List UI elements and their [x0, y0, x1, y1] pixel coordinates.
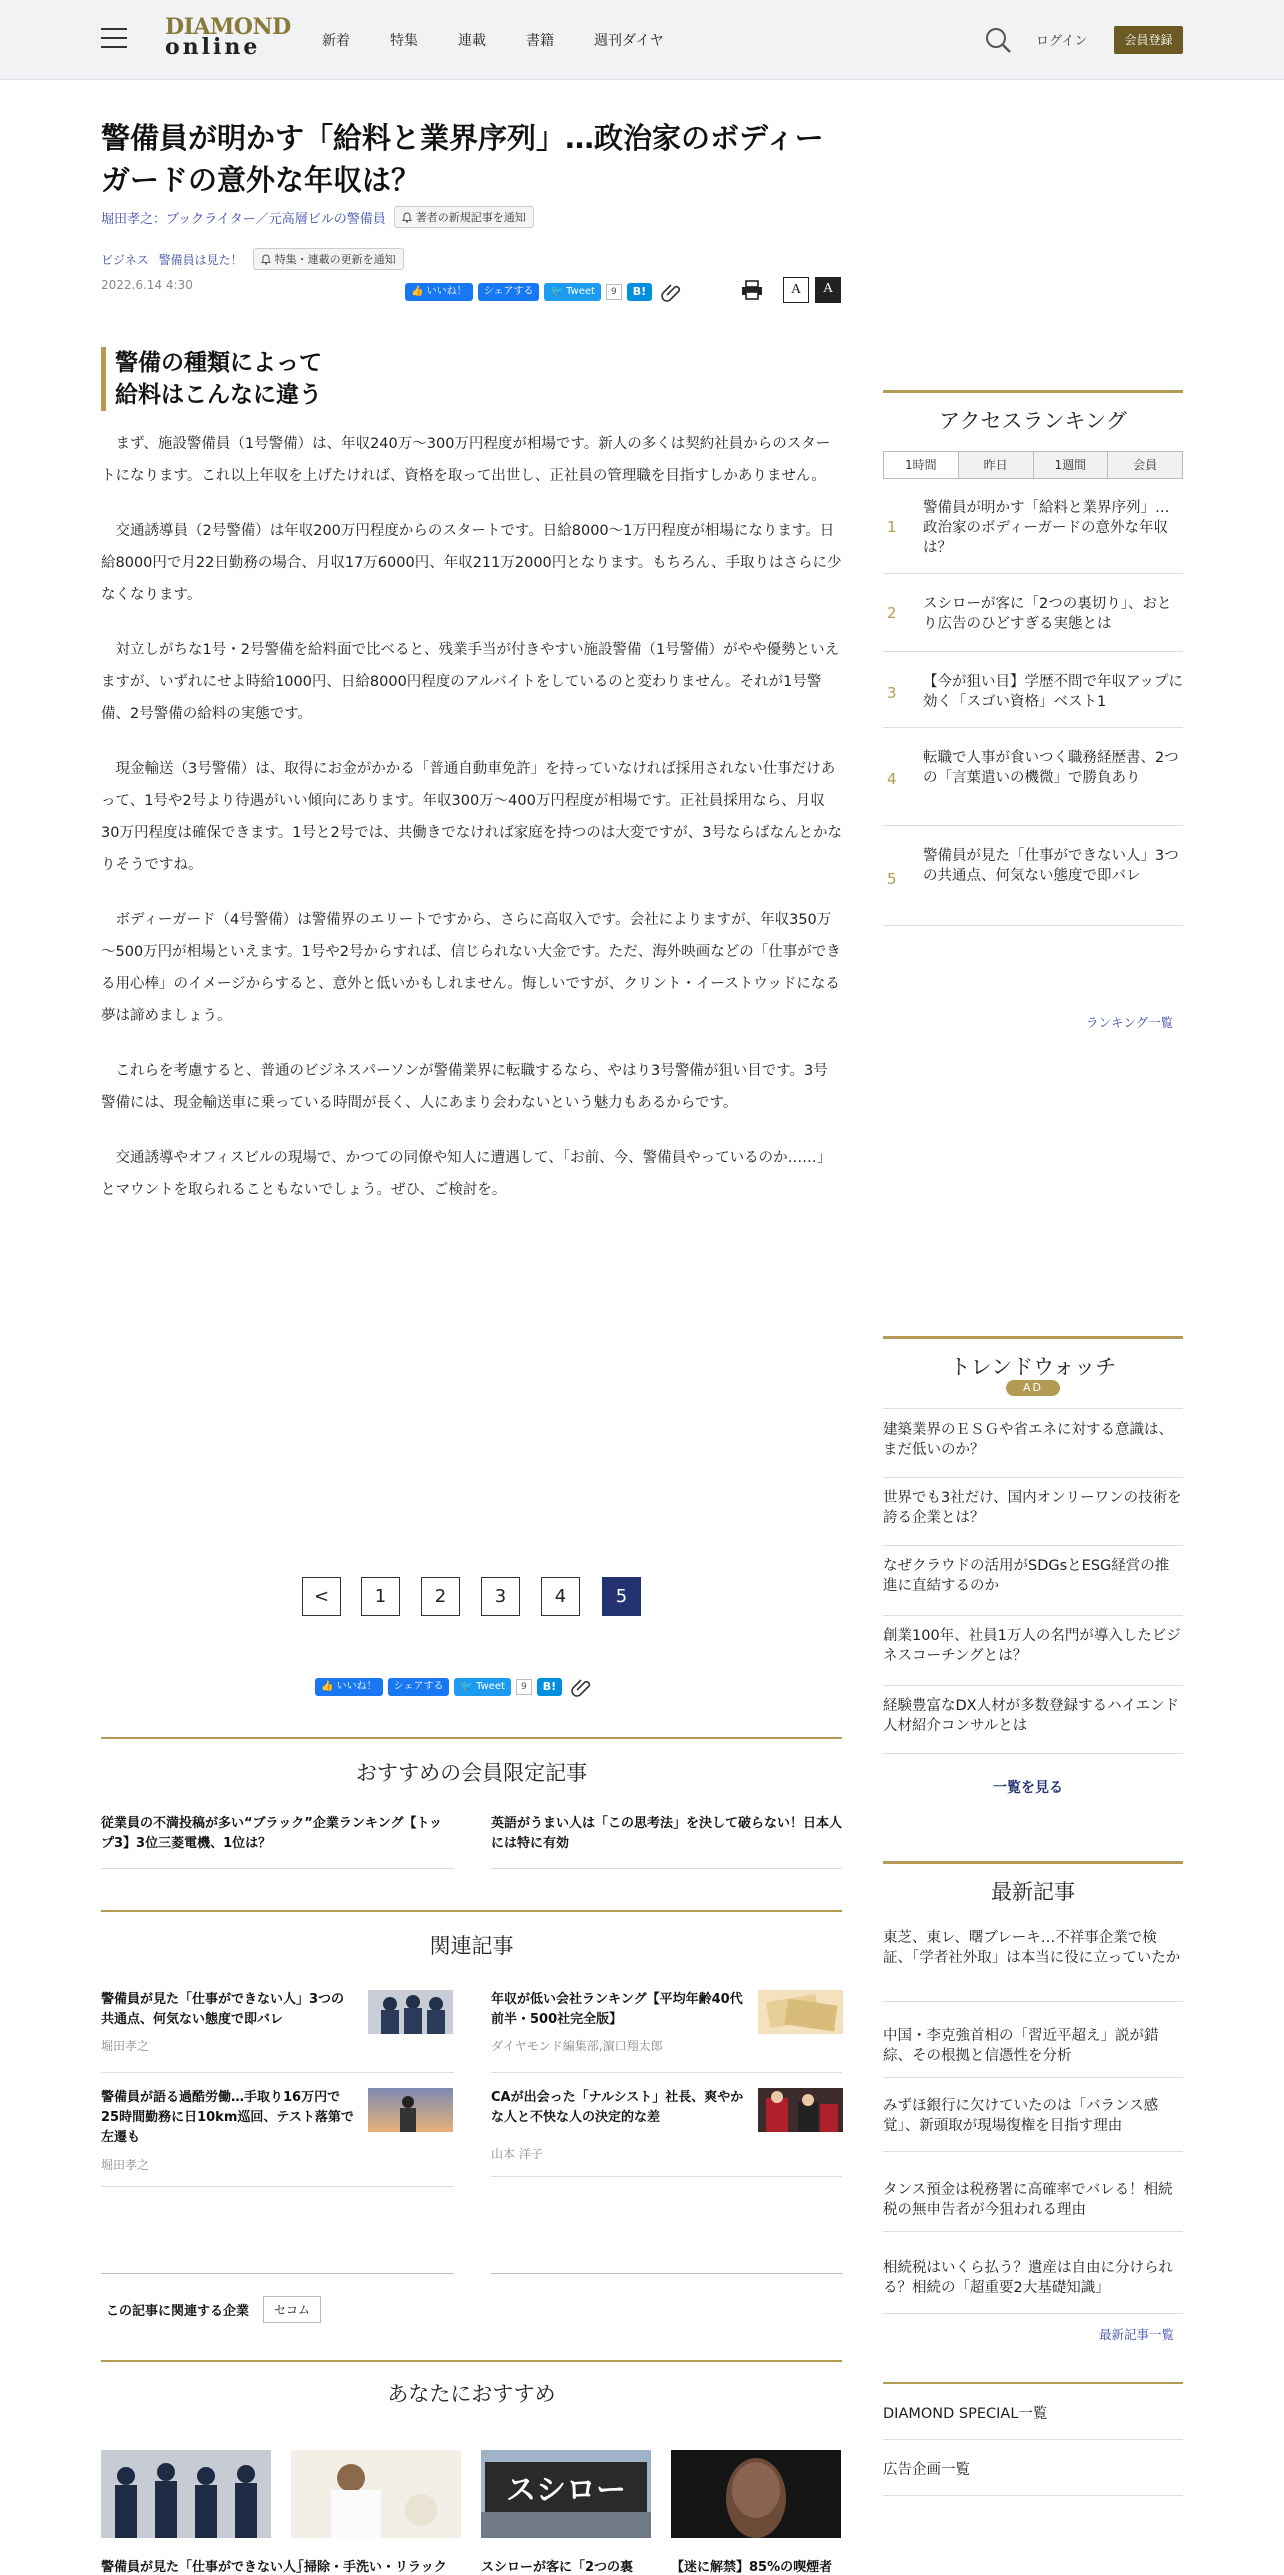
author-notify-button[interactable] [394, 206, 534, 228]
facebook-like-button[interactable]: 👍 いいね！ [315, 1678, 383, 1696]
trend-item[interactable]: 創業100年、社員1万人の名門が導入したビジネスコーチングとは？ [883, 1626, 1183, 1686]
related-article-thumbnail [758, 2088, 843, 2132]
article-paragraph: 現金輸送（3号警備）は、取得にお金がかかる「普通自動車免許」を持っていなければ採用されない仕事だけあって、1号や2号より待遇がいい傾向にあります。年収300万～400万円程度が相場です。正社員採用なら、月収30万円程度は確保できます。1号と2号では、共働きでなければ家庭を持つのは大変ですが、3号ならばなんとかなりそうですね。 [101, 761, 842, 873]
recommend-thumbnail[interactable] [291, 2450, 461, 2538]
ranking-number: 2 [887, 604, 897, 622]
tweet-button[interactable]: 🐦 Tweet [544, 283, 601, 301]
ranking-item[interactable] [883, 826, 1183, 926]
recommend-title[interactable]: 「掃除・手洗い・リラック [291, 2560, 447, 2575]
ranking-title: 【今が狙い目】学歴不問で年収アップに効く「スゴい資格」ベスト1 [923, 674, 1183, 710]
divider [491, 2072, 842, 2073]
series-link[interactable]: 警備員は見た！ [158, 252, 243, 267]
ranking-item[interactable] [883, 486, 1183, 574]
nav-item-feature[interactable]: 特集 [390, 33, 418, 49]
article-paragraph: 対立しがちな1号・2号警備を給料面で比べると、残業手当が付きやすい施設警備（1号警備）がやや優勢といえますが、いずれにせよ時給1000円、日給8000円程度のアルバイトをしているのと変わりません。それが1号警備、2号警備の給料の実態です。 [101, 642, 840, 722]
ranking-number: 5 [887, 870, 897, 888]
clip-icon[interactable] [657, 282, 687, 302]
latest-article-link[interactable]: みずほ銀行に欠けていたのは「バランス感覚」、新頭取が現場復権を目指す理由 [883, 2096, 1183, 2152]
ranking-title: 警備員が見た「仕事ができない人」3つの共通点、何気ない態度で即バレ [923, 848, 1179, 884]
article-paragraph: 交通誘導員（2号警備）は年収200万円程度からのスタートです。日給8000～1万円程度が相場になります。日給8000円で月22日勤務の場合、月収17万6000円、年収211万2000円となります。もちろん、手取りはさらに少なくなります。 [101, 523, 842, 603]
article-paragraph: 交通誘導やオフィスビルの現場で、かつての同僚や知人に遭遇して、「お前、今、警備員やっているのか……」とマウントを取られることもないでしょう。ぜひ、ご検討を。 [101, 1150, 832, 1198]
trend-item[interactable]: 経験豊富なDX人材が多数登録するハイエンド人材紹介コンサルとは [883, 1696, 1183, 1754]
related-article-card[interactable] [101, 2088, 453, 2178]
ranking-title: スシローが客に「2つの裏切り」、おとり広告のひどすぎる実態とは [923, 596, 1172, 632]
related-company-row [106, 2296, 321, 2323]
tab-yesterday[interactable]: 昨日 [959, 452, 1034, 478]
related-company-label: この記事に関連する企業 [106, 2304, 250, 2319]
facebook-like-button[interactable]: 👍 いいね！ [405, 283, 473, 301]
tab-1-week[interactable]: 1週間 [1034, 452, 1109, 478]
latest-article-link[interactable]: 相続税はいくら払う？遺産は自由に分けられる？相続の「超重要2大基礎知識」 [883, 2258, 1183, 2314]
diamond-special-link[interactable]: DIAMOND SPECIAL一覧 [883, 2402, 1183, 2440]
pagination-page-3[interactable]: 3 [481, 1577, 520, 1616]
recommend-thumbnail[interactable] [481, 2450, 651, 2538]
share-bar-bottom [315, 1677, 597, 1697]
related-articles-heading: 関連記事 [101, 1910, 842, 1970]
ranking-heading: アクセスランキング [883, 390, 1183, 450]
clip-icon[interactable] [567, 1677, 597, 1697]
related-article-title: CAが出会った「ナルシスト」社長、爽やかな人と不快な人の決定的な差 [491, 2090, 744, 2125]
ranking-number: 3 [887, 684, 897, 702]
trend-heading: トレンドウォッチ [883, 1336, 1183, 1382]
recommend-title[interactable]: 警備員が見た「仕事ができない人」 [101, 2560, 310, 2575]
divider [101, 1868, 454, 1869]
related-article-thumbnail [368, 1990, 453, 2034]
bell-icon [261, 254, 271, 265]
recommend-title[interactable]: 【迷に解禁】85%の喫煙者 [671, 2560, 833, 2575]
article-paragraph: これらを考慮すると、普通のビジネスパーソンが警備業界に転職するなら、やはり3号警備が狙い目です。3号警備には、現金輸送車に乗っている時間が長く、人にあまり会わないという魅力もあるからです。 [101, 1063, 828, 1111]
related-article-card[interactable] [491, 1990, 843, 2060]
trend-more-link[interactable]: 一覧を見る [993, 1780, 1063, 1796]
recommend-thumbnail[interactable] [671, 2450, 841, 2538]
article-title: 警備員が明かす「給料と業界序列」…政治家のボディーガードの意外な年収は？ [101, 121, 824, 197]
latest-article-link[interactable]: タンス預金は税務署に高確率でバレる！相続税の無申告者が今狙われる理由 [883, 2180, 1183, 2232]
search-icon[interactable] [984, 26, 1012, 54]
latest-article-link[interactable]: 東芝、東レ、曙ブレーキ…不祥事企業で検証、「学者社外取」は本当に役に立っていたか [883, 1928, 1183, 2002]
divider [491, 2176, 842, 2177]
ranking-number: 4 [887, 770, 897, 788]
related-article-title: 年収が低い会社ランキング【平均年齢40代前半・500社完全版】 [491, 1992, 743, 2027]
related-article-card[interactable] [101, 1990, 453, 2060]
series-notify-label: 特集・連載の更新を通知 [274, 253, 396, 266]
category-link[interactable]: ビジネス [101, 252, 149, 267]
article-subheading [101, 347, 322, 411]
sushiro-sign-text: スシロー [506, 2473, 626, 2508]
tab-members[interactable]: 会員 [1108, 452, 1182, 478]
tweet-button[interactable]: 🐦 Tweet [454, 1678, 511, 1696]
like-label: いいね！ [426, 286, 467, 297]
pagination-page-4[interactable]: 4 [541, 1577, 580, 1616]
share-bar-top [405, 282, 687, 302]
member-article-link[interactable]: 英語がうまい人は「この思考法」を決して破らない！日本人には特に有効 [491, 1816, 843, 1851]
divider [883, 1408, 1183, 1409]
related-article-author: 堀田孝之 [101, 2039, 150, 2053]
pagination-page-5[interactable]: 5 [602, 1577, 641, 1616]
member-articles-heading: おすすめの会員限定記事 [101, 1737, 842, 1797]
font-size-small-button[interactable]: A [783, 277, 809, 303]
latest-article-link[interactable]: 中国・李克強首相の「習近平超え」説が錯綜、その根拠と信憑性を分析 [883, 2026, 1183, 2078]
divider [101, 2186, 454, 2187]
author-link[interactable]: 堀田孝之：ブックライター／元高層ビルの警備員 [101, 211, 386, 227]
category-row [101, 248, 404, 270]
trend-item[interactable]: なぜクラウドの活用がSDGsとESG経営の推進に直結するのか [883, 1556, 1183, 1616]
ranking-title: 転職で人事が食いつく職務経歴書、2つの「言葉遣いの機微」で勝負あり [923, 750, 1179, 786]
site-header [0, 0, 1284, 80]
author-row [101, 206, 534, 228]
article-paragraph: ボディーガード（4号警備）は警備界のエリートですから、さらに高収入です。会社によりますが、年収350万～500万円が相場といえます。1号や2号からすれば、信じられない大金です。ただ、海外映画などの「仕事ができる用心棒」のイメージからすると、意外と低いかもしれません。悔しいですが、クリント・イーストウッドになる夢は諦めましょう。 [101, 912, 841, 1024]
recommend-thumbnail[interactable] [101, 2450, 271, 2538]
ranking-tabs [883, 451, 1183, 479]
article-body [101, 428, 842, 1229]
ranking-number: 1 [887, 518, 897, 536]
main-nav [322, 30, 704, 50]
ranking-title: 警備員が明かす「給料と業界序列」…政治家のボディーガードの意外な年収は？ [923, 500, 1170, 556]
nav-item-series[interactable]: 連載 [458, 33, 486, 49]
divider [101, 2273, 454, 2274]
tweet-label: Tweet [566, 286, 595, 297]
nav-item-new[interactable]: 新着 [322, 33, 350, 49]
related-article-card[interactable] [491, 2088, 843, 2178]
related-article-title: 警備員が語る過酷労働…手取り16万円で25時間勤務に日10km巡回、テスト落第で左遷も [101, 2090, 354, 2145]
hatena-button[interactable]: B! [537, 1678, 562, 1696]
ad-list-link[interactable]: 広告企画一覧 [883, 2458, 1183, 2496]
nav-item-weekly[interactable]: 週刊ダイヤ [594, 33, 664, 49]
tab-1-hour[interactable]: 1時間 [884, 452, 959, 478]
register-button[interactable]: 会員登録 [1114, 26, 1183, 54]
like-label: いいね！ [336, 1681, 377, 1692]
hatena-button[interactable]: B! [627, 283, 652, 301]
ranking-item[interactable] [883, 728, 1183, 826]
logo-line1: DIAMOND [165, 14, 291, 40]
divider [491, 1868, 842, 1869]
login-link[interactable]: ログイン [1036, 34, 1088, 49]
recommend-title[interactable]: スシローが客に「2つの裏 [481, 2560, 634, 2575]
ranking-item[interactable] [883, 574, 1183, 652]
latest-heading: 最新記事 [883, 1861, 1183, 1917]
site-logo[interactable] [165, 14, 291, 60]
facebook-share-button[interactable]: シェアする [388, 1678, 450, 1696]
divider [883, 2382, 1183, 2384]
related-article-title: 警備員が見た「仕事ができない人」3つの共通点、何気ない態度で即バレ [101, 1992, 345, 2027]
pagination-page-2[interactable]: 2 [421, 1577, 460, 1616]
latest-list-link[interactable]: 最新記事一覧 [1099, 2327, 1175, 2342]
trend-item[interactable]: 世界でも3社だけ、国内オンリーワンの技術を誇る企業とは？ [883, 1488, 1183, 1546]
font-size-large-button[interactable]: A [815, 277, 841, 303]
divider [101, 2072, 454, 2073]
ad-badge: AD [1006, 1380, 1060, 1396]
related-article-thumbnail [758, 1990, 843, 2034]
menu-icon[interactable] [101, 28, 127, 50]
tweet-count: 9 [516, 1679, 532, 1695]
pagination-prev[interactable]: < [302, 1577, 341, 1616]
pagination-page-1[interactable]: 1 [361, 1577, 400, 1616]
logo-line2: online [165, 34, 261, 60]
recommend-heading: あなたにおすすめ [101, 2360, 842, 2420]
divider [491, 2273, 842, 2274]
ranking-list-link[interactable]: ランキング一覧 [1086, 1015, 1174, 1030]
nav-item-books[interactable]: 書籍 [526, 33, 554, 49]
author-notify-label: 著者の新規記事を通知 [415, 211, 526, 224]
member-article-link[interactable]: 従業員の不満投稿が多い“ブラック”企業ランキング【トップ3】3位三菱電機、1位は？ [101, 1816, 443, 1851]
bell-icon [402, 212, 412, 223]
tweet-count: 9 [606, 284, 622, 300]
facebook-share-button[interactable]: シェアする [478, 283, 540, 301]
ranking-item[interactable] [883, 652, 1183, 728]
publish-date: 2022.6.14 4:30 [101, 278, 193, 292]
related-article-author: ダイヤモンド編集部,濵口翔太郎 [491, 2039, 663, 2053]
subheading-line1: 警備の種類によって [115, 350, 322, 376]
print-icon[interactable] [741, 280, 763, 300]
related-article-thumbnail [368, 2088, 453, 2132]
subheading-line2: 給料はこんなに違う [115, 382, 322, 408]
article-paragraph: まず、施設警備員（1号警備）は、年収240万～300万円程度が相場です。新人の多くは契約社員からのスタートになります。これ以上年収を上げたければ、資格を取って出世し、正社員の管理職を目指すしかありません。 [101, 436, 831, 484]
related-article-author: 堀田孝之 [101, 2158, 150, 2172]
trend-item[interactable]: 建築業界のＥＳＧや省エネに対する意識は、まだ低いのか？ [883, 1420, 1183, 1478]
series-notify-button[interactable] [253, 248, 404, 270]
tweet-label: Tweet [476, 1681, 505, 1692]
company-tag-secom[interactable]: セコム [263, 2296, 321, 2323]
related-article-author: 山本 洋子 [491, 2147, 543, 2161]
